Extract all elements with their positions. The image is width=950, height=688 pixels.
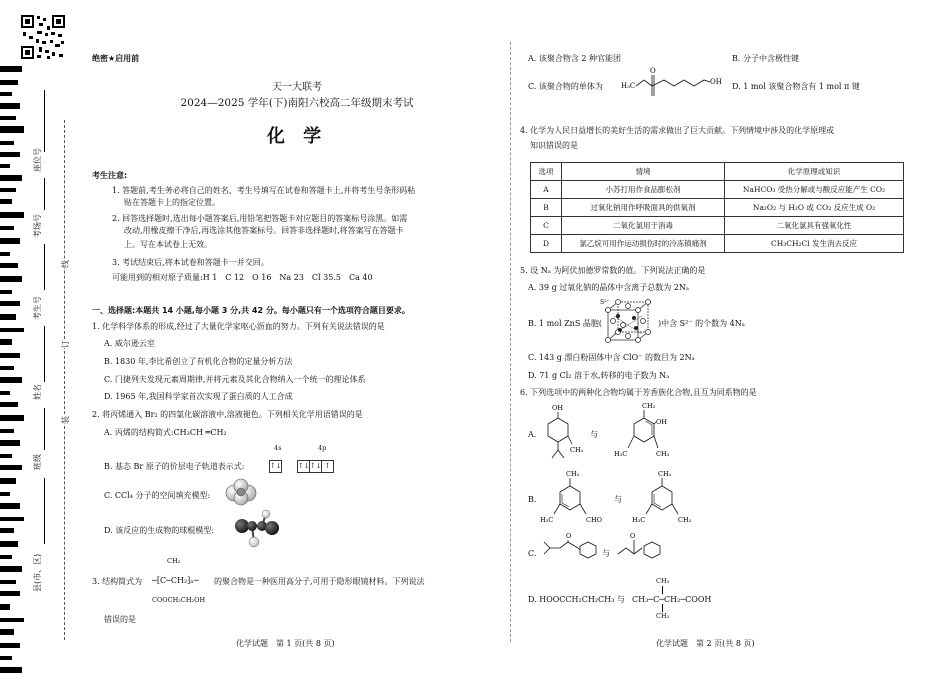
orbital-box: ↑↓ <box>269 460 282 473</box>
q3-option-c: C. 该聚合物的单体为 <box>528 82 603 91</box>
q6-o-label: O <box>630 532 636 540</box>
q3-struct-top: CH₃ <box>167 557 181 565</box>
q2-option-b: B. 基态 Br 原子的价层电子轨道表示式: <box>104 462 245 471</box>
binding-strip <box>0 0 80 688</box>
seal-char-line: 线 <box>61 260 70 268</box>
table-cell: 小苏打用作食品膨松剂 <box>562 181 725 199</box>
q5-stem: 5. 设 Nₐ 为阿伏加德罗常数的值。下列说法正确的是 <box>520 266 706 275</box>
table-row <box>531 181 904 199</box>
table-cell: 二氧化氯具有强氧化性 <box>725 217 904 235</box>
q5-option-b-post: )中含 S²⁻ 的个数为 4Nₐ <box>658 319 745 328</box>
notice-line-5: 上。写在本试卷上无效。 <box>124 240 212 249</box>
orbital-4s-boxes <box>270 456 282 475</box>
subject-title: 化 学 <box>266 126 328 147</box>
q1-option-a: A. 威尔逊云室 <box>104 339 155 348</box>
table-cell: 过氧化钠用作呼吸面具的供氧剂 <box>562 199 725 217</box>
q3-monomer-o: O <box>650 67 656 75</box>
footer-page-2: 化学试题 第 2 页(共 8 页) <box>656 639 755 648</box>
q6-ch3-label: CH₃ <box>642 402 656 410</box>
exam-room-label: 考场号 <box>33 214 42 238</box>
seal-char-bind: 装 <box>61 416 70 424</box>
q6-ch3-label: CH₃ <box>570 446 584 454</box>
q3-option-b: B. 分子中含极性键 <box>732 54 799 63</box>
q4-stem-2: 知识错误的是 <box>530 141 578 150</box>
product-ball-stick-model <box>232 508 280 548</box>
q6-h3c-label: H₃C <box>632 516 646 524</box>
table-header-cell: 情境 <box>562 163 725 181</box>
table-cell: Na₂O₂ 与 H₂O 或 CO₂ 反应生成 O₂ <box>725 199 904 217</box>
q6c-ketone-a-structure <box>540 528 610 568</box>
seat-number-label: 座位号 <box>33 148 42 172</box>
table-cell: B <box>531 199 562 217</box>
q3-stem-line2: 错误的是 <box>104 615 136 624</box>
orbital-4p-label: 4p <box>318 444 327 452</box>
orbital-4s-label: 4s <box>274 444 282 452</box>
q6-ch3-label: CH₃ <box>658 470 672 478</box>
q6-cho-label: CHO <box>586 516 602 524</box>
q6-h3c-label: H₃C <box>614 450 628 458</box>
q6-option-d: D. HOOCCH₂CH₂CH₃ 与 <box>528 595 625 604</box>
notice-line-1: 1. 答题前,考生务必将自己的姓名、考生号填写在试卷和答题卡上,并将考生号条形码粘 <box>112 186 416 195</box>
q2-option-c: C. CCl₄ 分子的空间填充模型: <box>104 491 211 500</box>
q1-stem: 1. 化学科学体系的形成,经过了大量化学家呕心沥血的努力。下列有关说法错误的是 <box>92 322 385 331</box>
q6a-with: 与 <box>590 430 598 439</box>
zns-unit-cell <box>598 296 656 348</box>
q6a-cyclohexanol-structure <box>538 400 598 466</box>
q6-stem: 6. 下列选项中的两种化合物均属于芳香族化合物,且互为同系物的是 <box>520 388 757 397</box>
q6-ch3-label: CH₃ <box>566 470 580 478</box>
q2-stem: 2. 将丙烯通入 Br₂ 的四氯化碳溶液中,溶液褪色。下列相关化学用语错误的是 <box>92 410 363 419</box>
table-cell: A <box>531 181 562 199</box>
q6-option-a-label: A. <box>528 430 537 439</box>
table-cell: CH₃CH₂Cl 发生消去反应 <box>725 235 904 253</box>
qr-code <box>20 14 66 60</box>
notice-line-2: 贴在答题卡上的指定位置。 <box>124 198 220 207</box>
q6b-mesitylene-structure <box>630 468 710 528</box>
footer-page-1: 化学试题 第 1 页(共 8 页) <box>236 639 335 648</box>
zns-s-label: S²⁻ <box>600 299 610 306</box>
q2-option-d: D. 该反应的生成物的球棍模型: <box>104 526 214 535</box>
notice-line-4: 改动,用橡皮擦干净后,再选涂其他答案标号。回答非选择题时,将答案写在答题卡 <box>124 226 404 235</box>
orbital-4p-boxes <box>298 456 334 475</box>
confidential-mark: 绝密★启用前 <box>92 54 140 63</box>
q6b-aldehyde-structure <box>538 468 618 528</box>
candidate-number-label: 考生号 <box>33 296 42 320</box>
name-label: 姓名 <box>33 384 42 400</box>
q6d-top-ch3: CH₃ <box>656 577 670 585</box>
q6-ch3-label: CH₃ <box>678 516 692 524</box>
q6a-phenol-structure <box>614 400 684 462</box>
table-row <box>531 199 904 217</box>
q6-h3c-label: H₃C <box>540 516 554 524</box>
table-header-row <box>531 163 904 181</box>
q2-option-a: A. 丙烯的结构简式:CH₃CH ═CH₂ <box>104 428 227 437</box>
q5-option-c: C. 143 g 漂白粉固体中含 ClO⁻ 的数目为 2Nₐ <box>528 353 695 362</box>
q6-oh-label: OH <box>552 404 563 412</box>
q3-stem-pre: 3. 结构简式为 <box>92 577 143 586</box>
class-label: 班级 <box>33 454 42 470</box>
notice-line-6: 3. 考试结束后,将本试卷和答题卡一并交回。 <box>112 258 269 267</box>
exam-title: 2024—2025 学年(下)南阳六校高二年级期末考试 <box>180 97 414 109</box>
table-cell: NaHCO₃ 受热分解或与酸反应能产生 CO₂ <box>725 181 904 199</box>
q6-option-c-label: C. <box>528 549 537 558</box>
county-label: 县(市、区) <box>33 553 42 592</box>
q3-monomer-oh: OH <box>710 78 722 86</box>
q3-struct-bot: COOCH₂CH₂OH <box>152 596 206 604</box>
notice-line-3: 2. 回答选择题时,选出每小题答案后,用铅笔把答题卡对应题目的答案标号涂黑。如需 <box>112 214 408 223</box>
exam-org: 天一大联考 <box>272 82 322 93</box>
section-1-title: 一、选择题:本题共 14 小题,每小题 3 分,共 42 分。每小题只有一个选项符合题目要求。 <box>92 306 410 315</box>
q3-monomer-structure <box>618 66 728 106</box>
table-header-cell: 化学原理或知识 <box>725 163 904 181</box>
q3-option-a: A. 该聚合物含 2 种官能团 <box>528 54 622 63</box>
table-header-cell: 选项 <box>531 163 562 181</box>
orbital-box: ↑ <box>321 460 334 473</box>
q6d-right-structure: CH₃─C─CH₂─COOH <box>632 595 712 604</box>
q6-oh-label: OH <box>656 418 667 426</box>
q1-option-b: B. 1830 年,李比希创立了有机化合物的定量分析方法 <box>104 357 293 366</box>
notice-heading: 考生注意: <box>92 171 128 180</box>
table-cell: 二氧化氯用于消毒 <box>562 217 725 235</box>
q3-monomer-h3c: H₃C <box>621 82 636 90</box>
q3-struct-mid: ─[C─CH₂]ₙ─ <box>152 576 199 585</box>
q3-option-d: D. 1 mol 该聚合物含有 1 mol π 键 <box>732 82 860 91</box>
seal-char-order: 订 <box>61 340 70 348</box>
q6-o-label: O <box>566 532 572 540</box>
atomic-mass-line: 可能用到的相对原子质量:H 1 C 12 O 16 Na 23 Cl 35.5 Ca 40 <box>112 273 373 282</box>
q5-option-b-pre: B. 1 mol ZnS 晶胞( <box>528 319 602 328</box>
q1-option-d: D. 1965 年,我国科学家首次实现了蛋白质的人工合成 <box>104 392 293 401</box>
q5-option-a: A. 39 g 过氧化钠的晶体中含离子总数为 2Nₐ <box>528 283 689 292</box>
q4-table <box>530 162 904 253</box>
orbital-box: ↑↓ <box>297 460 310 473</box>
q6b-with: 与 <box>614 495 622 504</box>
q1-option-c: C. 门捷列夫发现元素周期律,并将元素及其化合物纳入一个统一的理论体系 <box>104 375 366 384</box>
q5-option-d: D. 71 g Cl₂ 溶于水,转移的电子数为 Nₐ <box>528 371 670 380</box>
q6d-bottom-ch3: CH₃ <box>656 612 670 620</box>
q6-ch3-label: CH₃ <box>656 450 670 458</box>
q6-option-b-label: B. <box>528 495 537 504</box>
table-cell: 氯乙烷可用作运动损伤时的冷冻镇痛剂 <box>562 235 725 253</box>
table-cell: D <box>531 235 562 253</box>
q6c-with: 与 <box>602 549 610 558</box>
q4-stem: 4. 化学为人民日益增长的美好生活的需求做出了巨大贡献。下列情境中涉及的化学原理或 <box>520 126 835 135</box>
table-row <box>531 235 904 253</box>
ccl4-space-filling-model <box>222 478 260 506</box>
q6c-ketone-b-structure <box>614 528 684 568</box>
orbital-box: ↑↓ <box>309 460 322 473</box>
table-cell: C <box>531 217 562 235</box>
q3-stem-post: 的聚合物是一种医用高分子,可用于隐形眼镜材料。下列说法 <box>214 577 425 586</box>
table-row <box>531 217 904 235</box>
